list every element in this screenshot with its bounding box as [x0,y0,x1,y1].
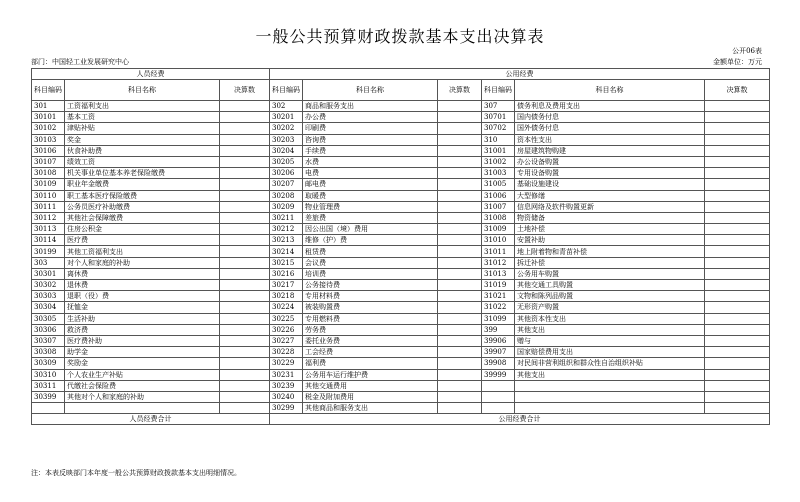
amount-cell [705,179,770,190]
subject-name: 印刷费 [303,123,438,134]
amount-cell [705,291,770,302]
subject-name: 退职（役）费 [65,291,220,302]
subject-code: 310 [482,134,515,145]
subject-code: 30110 [32,190,65,201]
col-code: 科目编码 [482,80,515,101]
amount-cell [705,145,770,156]
amount-cell [438,380,482,391]
col-amount: 决算数 [705,80,770,101]
amount-cell [438,145,482,156]
subject-code: 30308 [32,347,65,358]
subject-code: 31008 [482,212,515,223]
subject-code: 303 [32,257,65,268]
subject-code: 30201 [270,112,303,123]
subject-name: 劳务费 [303,324,438,335]
amount-cell [438,224,482,235]
subject-code: 30203 [270,134,303,145]
subject-name: 其他交通工具购置 [515,280,705,291]
amount-cell [220,190,270,201]
subject-code: 30304 [32,302,65,313]
amount-cell [705,347,770,358]
subject-code: 30215 [270,257,303,268]
amount-cell [220,302,270,313]
subject-name: 职业年金缴费 [65,179,220,190]
amount-cell [220,347,270,358]
amount-cell [220,280,270,291]
subject-name: 差旅费 [303,212,438,223]
subject-code: 399 [482,324,515,335]
amount-cell [438,358,482,369]
amount-cell [438,403,482,414]
table-row [32,123,770,134]
subject-code: 31021 [482,291,515,302]
amount-cell [438,201,482,212]
subject-code: 30307 [32,335,65,346]
subject-code: 30311 [32,380,65,391]
subject-code: 39907 [482,347,515,358]
subject-name: 公务员医疗补助缴费 [65,201,220,212]
subject-name: 抚恤金 [65,302,220,313]
table-row [32,101,770,112]
subject-name: 商品和服务支出 [303,101,438,112]
amount-cell [705,123,770,134]
subject-code: 31001 [482,145,515,156]
subject-code: 30102 [32,123,65,134]
table-row [32,168,770,179]
subject-code: 31002 [482,156,515,167]
subject-code: 31011 [482,246,515,257]
subject-name: 津贴补贴 [65,123,220,134]
subject-code: 30226 [270,324,303,335]
subject-name: 基础设施建设 [515,179,705,190]
subject-name: 赠与 [515,335,705,346]
subject-code: 31013 [482,268,515,279]
subject-name: 奖金 [65,134,220,145]
subject-code [482,391,515,402]
amount-cell [438,257,482,268]
amount-cell [220,145,270,156]
subject-code: 30301 [32,268,65,279]
amount-cell [705,313,770,324]
amount-cell [220,101,270,112]
subject-code: 301 [32,101,65,112]
subject-code: 30107 [32,156,65,167]
amount-cell [220,403,270,414]
subject-name: 机关事业单位基本养老保险缴费 [65,168,220,179]
table-row [32,313,770,324]
amount-cell [438,134,482,145]
amount-cell [220,179,270,190]
amount-cell [438,291,482,302]
amount-cell [705,380,770,391]
subject-code: 302 [270,101,303,112]
subject-code: 39999 [482,369,515,380]
subject-name: 退休费 [65,280,220,291]
amount-cell [705,280,770,291]
table-row [32,268,770,279]
subject-name: 文物和陈列品购置 [515,291,705,302]
subject-code: 30302 [32,280,65,291]
amount-cell [705,134,770,145]
amount-cell [220,168,270,179]
amount-unit: 金额单位：万元 [713,58,762,66]
amount-cell [220,235,270,246]
table-row [32,291,770,302]
table-row [32,235,770,246]
subject-code: 30229 [270,358,303,369]
subject-name: 培训费 [303,268,438,279]
subject-code [482,380,515,391]
amount-cell [438,335,482,346]
amount-cell [438,369,482,380]
subject-code: 31009 [482,224,515,235]
footnote: 注：本表反映部门本年度一般公共预算财政拨款基本支出明细情况。 [31,469,241,477]
subject-code: 30399 [32,391,65,402]
subject-name: 邮电费 [303,179,438,190]
table-row [32,358,770,369]
subject-code: 30106 [32,145,65,156]
subject-code: 30227 [270,335,303,346]
subject-name: 工会经费 [303,347,438,358]
subject-name: 救济费 [65,324,220,335]
subject-name: 离休费 [65,268,220,279]
subject-code: 30111 [32,201,65,212]
subject-code: 31022 [482,302,515,313]
subject-name: 委托业务费 [303,335,438,346]
subject-name: 手续费 [303,145,438,156]
subject-name: 福利费 [303,358,438,369]
subject-code: 31005 [482,179,515,190]
subject-code: 30202 [270,123,303,134]
subject-name: 伙食补助费 [65,145,220,156]
subject-code: 30209 [270,201,303,212]
table-row [32,403,770,414]
subject-name: 住房公积金 [65,224,220,235]
subject-code: 30305 [32,313,65,324]
col-amount: 决算数 [220,80,270,101]
amount-cell [705,212,770,223]
amount-cell [220,134,270,145]
amount-cell [220,391,270,402]
subject-name: 物业管理费 [303,201,438,212]
subject-name: 被装购置费 [303,302,438,313]
subject-code: 30218 [270,291,303,302]
subject-code: 39908 [482,358,515,369]
subject-code: 30309 [32,358,65,369]
table-row [32,257,770,268]
subject-code: 30208 [270,190,303,201]
amount-cell [220,257,270,268]
table-row [32,391,770,402]
subject-name: 职工基本医疗保险缴费 [65,190,220,201]
amount-cell [220,112,270,123]
subject-name: 工资福利支出 [65,101,220,112]
subject-name: 公务用车购置 [515,268,705,279]
amount-cell [438,179,482,190]
table-row [32,324,770,335]
subject-name: 资本性支出 [515,134,705,145]
subject-name: 房屋建筑物购建 [515,145,705,156]
subject-name: 因公出国（境）费用 [303,224,438,235]
subject-code: 30204 [270,145,303,156]
table-row [32,190,770,201]
amount-cell [438,123,482,134]
subject-name: 医疗费补助 [65,335,220,346]
col-name: 科目名称 [65,80,220,101]
amount-cell [438,101,482,112]
personnel-header: 人员经费 [32,69,270,80]
subject-code: 30113 [32,224,65,235]
table-row [32,369,770,380]
table-row [32,201,770,212]
amount-cell [438,246,482,257]
subject-code: 30701 [482,112,515,123]
expenditure-table [31,68,770,425]
amount-cell [220,291,270,302]
subject-code: 30310 [32,369,65,380]
amount-cell [220,156,270,167]
subject-name: 国外债务付息 [515,123,705,134]
subject-code: 30114 [32,235,65,246]
amount-cell [705,369,770,380]
subject-name: 助学金 [65,347,220,358]
amount-cell [438,112,482,123]
subject-name: 租赁费 [303,246,438,257]
subject-name: 地上附着物和青苗补偿 [515,246,705,257]
subject-code: 30103 [32,134,65,145]
amount-cell [438,324,482,335]
table-row [32,347,770,358]
subject-name [515,403,705,414]
subject-code: 30239 [270,380,303,391]
subject-code: 30702 [482,123,515,134]
table-row [32,134,770,145]
subject-code: 30228 [270,347,303,358]
subject-code: 31003 [482,168,515,179]
subject-code [32,403,65,414]
amount-cell [438,156,482,167]
amount-cell [220,313,270,324]
amount-cell [220,369,270,380]
subject-code: 307 [482,101,515,112]
subject-name: 公务接待费 [303,280,438,291]
subject-name: 绩效工资 [65,156,220,167]
table-row [32,156,770,167]
subject-code: 30205 [270,156,303,167]
subject-code: 30303 [32,291,65,302]
amount-cell [438,212,482,223]
table-row [32,212,770,223]
department-label: 部门：中国轻工业发展研究中心 [31,58,129,66]
subject-name: 债务利息及费用支出 [515,101,705,112]
amount-cell [220,335,270,346]
amount-cell [220,123,270,134]
amount-cell [438,168,482,179]
amount-cell [705,224,770,235]
subject-name: 其他支出 [515,369,705,380]
table-row [32,335,770,346]
subject-code: 30231 [270,369,303,380]
subject-code: 31012 [482,257,515,268]
subject-name: 公务用车运行维护费 [303,369,438,380]
amount-cell [438,235,482,246]
report-title: 一般公共预算财政拨款基本支出决算表 [255,27,545,46]
amount-cell [705,335,770,346]
amount-cell [438,313,482,324]
public-header: 公用经费 [270,69,770,80]
personnel-total: 人员经费合计 [32,414,270,425]
subject-name: 专用设备购置 [515,168,705,179]
subject-code: 30306 [32,324,65,335]
table-row [32,302,770,313]
subject-code: 30225 [270,313,303,324]
subject-name: 专用材料费 [303,291,438,302]
amount-cell [438,391,482,402]
amount-cell [220,380,270,391]
amount-cell [705,101,770,112]
subject-code: 30217 [270,280,303,291]
subject-code: 30211 [270,212,303,223]
amount-cell [705,358,770,369]
subject-name: 物资储备 [515,212,705,223]
subject-name: 办公费 [303,112,438,123]
amount-cell [705,391,770,402]
subject-name: 其他商品和服务支出 [303,403,438,414]
subject-name: 会议费 [303,257,438,268]
amount-cell [705,246,770,257]
table-row [32,224,770,235]
amount-cell [220,224,270,235]
subject-code: 30206 [270,168,303,179]
amount-cell [705,302,770,313]
subject-name: 安置补助 [515,235,705,246]
subject-name: 国家赔偿费用支出 [515,347,705,358]
table-row [32,246,770,257]
subject-name: 专用燃料费 [303,313,438,324]
subject-name: 其他资本性支出 [515,313,705,324]
subject-code: 39906 [482,335,515,346]
table-row [32,145,770,156]
subject-name: 咨询费 [303,134,438,145]
table-row [32,380,770,391]
col-name: 科目名称 [303,80,438,101]
amount-cell [220,212,270,223]
subject-code: 30101 [32,112,65,123]
subject-code: 30214 [270,246,303,257]
amount-cell [705,235,770,246]
subject-name: 信息网络及软件购置更新 [515,201,705,212]
subject-name: 土地补偿 [515,224,705,235]
subject-name: 个人农业生产补贴 [65,369,220,380]
amount-cell [438,280,482,291]
subject-code: 31006 [482,190,515,201]
subject-code: 30207 [270,179,303,190]
table-row [32,112,770,123]
amount-cell [220,358,270,369]
subject-name: 代缴社会保险费 [65,380,220,391]
amount-cell [438,268,482,279]
subject-name: 税金及附加费用 [303,391,438,402]
amount-cell [438,190,482,201]
subject-code [482,403,515,414]
subject-code: 30112 [32,212,65,223]
amount-cell [705,156,770,167]
form-number: 公开06表 [732,47,762,55]
col-code: 科目编码 [32,80,65,101]
subject-name: 拆迁补偿 [515,257,705,268]
amount-cell [705,190,770,201]
subject-name: 生活补助 [65,313,220,324]
subject-name: 对民间非营利组织和群众性自治组织补贴 [515,358,705,369]
subject-code: 30224 [270,302,303,313]
amount-cell [438,302,482,313]
subject-name: 其他对个人和家庭的补助 [65,391,220,402]
col-code: 科目编码 [270,80,303,101]
subject-name: 对个人和家庭的补助 [65,257,220,268]
subject-name: 维修（护）费 [303,235,438,246]
subject-code: 31010 [482,235,515,246]
subject-name: 其他工资福利支出 [65,246,220,257]
amount-cell [220,324,270,335]
subject-code: 31099 [482,313,515,324]
subject-code: 30212 [270,224,303,235]
subject-code: 30199 [32,246,65,257]
subject-name [65,403,220,414]
table-row [32,179,770,190]
subject-code: 31007 [482,201,515,212]
subject-name: 办公设备购置 [515,156,705,167]
subject-name [515,380,705,391]
amount-cell [705,168,770,179]
subject-code: 30240 [270,391,303,402]
subject-code: 30108 [32,168,65,179]
subject-code: 30213 [270,235,303,246]
amount-cell [220,268,270,279]
subject-name: 取暖费 [303,190,438,201]
amount-cell [705,324,770,335]
amount-cell [220,201,270,212]
subject-name: 其他社会保障缴费 [65,212,220,223]
col-name: 科目名称 [515,80,705,101]
subject-name: 其他支出 [515,324,705,335]
subject-name: 水费 [303,156,438,167]
amount-cell [705,112,770,123]
amount-cell [438,347,482,358]
subject-name: 国内债务付息 [515,112,705,123]
subject-code: 30109 [32,179,65,190]
subject-name: 其他交通费用 [303,380,438,391]
public-total: 公用经费合计 [270,414,770,425]
subject-code: 30299 [270,403,303,414]
subject-name: 无形资产购置 [515,302,705,313]
subject-name: 奖励金 [65,358,220,369]
subject-name: 电费 [303,168,438,179]
col-amount: 决算数 [438,80,482,101]
amount-cell [705,403,770,414]
amount-cell [220,246,270,257]
amount-cell [705,257,770,268]
amount-cell [705,201,770,212]
subject-name: 医疗费 [65,235,220,246]
subject-name [515,391,705,402]
subject-name: 基本工资 [65,112,220,123]
subject-code: 31019 [482,280,515,291]
subject-name: 大型修缮 [515,190,705,201]
amount-cell [705,268,770,279]
subject-code: 30216 [270,268,303,279]
table-row [32,280,770,291]
